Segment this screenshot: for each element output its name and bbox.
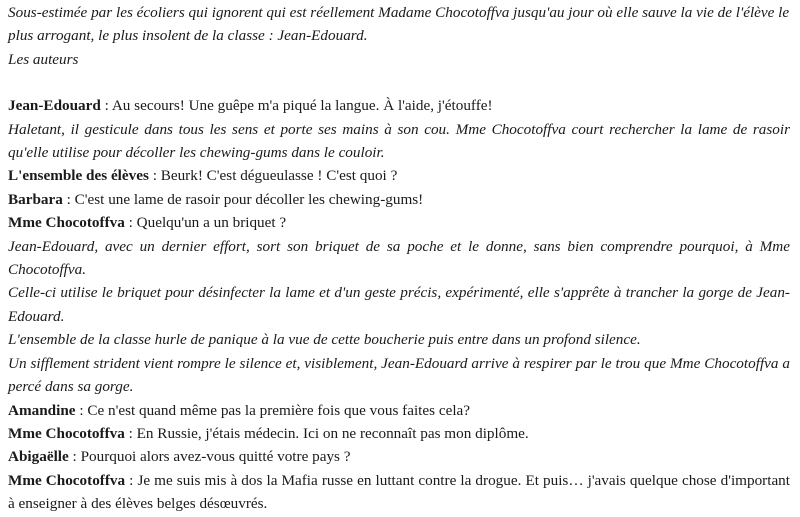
speaker-name: Mme Chocotoffva — [8, 424, 125, 442]
dialogue-text: : Quelqu'un a un briquet ? — [124, 214, 287, 232]
dialogue-line — [8, 445, 790, 468]
dialogue-text: : En Russie, j'étais médecin. Ici on ne reconnaît pas mon diplôme. — [124, 424, 529, 442]
dialogue-line — [8, 94, 790, 117]
speaker-name: Jean-Edouard — [8, 97, 101, 115]
dialogue-line — [8, 188, 790, 211]
stage-direction: Un sifflement strident vient rompre le silence et, visiblement, Jean-Edouard arrive à respirer par le trou que Mme Chocotoffva a percé dans sa gorge. — [8, 354, 790, 396]
speaker-name: Mme Chocotoffva — [8, 214, 125, 232]
dialogue-line — [8, 211, 790, 234]
section-spacer — [8, 71, 790, 94]
stage-direction: Jean-Edouard, avec un dernier effort, sort son briquet de sa poche et le donne, sans bien comprendre pourquoi, à Mme Chocotoffva. — [8, 237, 790, 279]
stage-direction: Celle-ci utilise le briquet pour désinfecter la lame et d'un geste précis, expérimenté, elle s'apprête à trancher la gorge de Jean-Edouard. — [8, 284, 790, 325]
dialogue-text: : C'est une lame de rasoir pour décoller les chewing-gums! — [62, 190, 424, 208]
dialogue-line — [8, 164, 790, 187]
stage-direction: Haletant, il gesticule dans tous les sens et porte ses mains à son cou. Mme Chocotoffva court rechercher la lame de rasoir qu'elle utilise pour décoller les chewing-gums dans le couloir. — [8, 120, 790, 162]
dialogue-line — [8, 422, 790, 445]
speaker-name: Abigaëlle — [8, 448, 69, 466]
dialogue-text: : Beurk! C'est dégueulasse ! C'est quoi ? — [148, 167, 398, 185]
dialogue-text: : Pourquoi alors avez-vous quitté votre pays ? — [68, 448, 351, 466]
speaker-name: Amandine — [8, 401, 76, 419]
speaker-name: Mme Chocotoffva — [8, 471, 126, 489]
dialogue-text: : Ce n'est quand même pas la première fois que vous faites cela? — [75, 401, 471, 419]
speaker-name: Barbara — [8, 190, 63, 208]
speaker-name: L'ensemble des élèves — [8, 167, 149, 185]
dialogue-text: : Je me suis mis à dos la Mafia russe en luttant contre la drogue. Et puis… j'avais quelque chose d'important à enseigner à des élèves belges désœuvrés. — [8, 471, 790, 513]
dialogue-line — [8, 399, 790, 422]
dialogue-text: : Au secours! Une guêpe m'a piqué la langue. À l'aide, j'étouffe! — [100, 97, 493, 115]
intro-signature: Les auteurs — [8, 50, 79, 68]
stage-direction: L'ensemble de la classe hurle de panique à la vue de cette boucherie puis entre dans un profond silence. — [8, 331, 641, 349]
dialogue-line — [8, 469, 790, 516]
intro-paragraph: Sous-estimée par les écoliers qui ignorent qui est réellement Madame Chocotoffva jusqu'au jour où elle sauve la vie de l'élève le plus arrogant, le plus insolent de la classe : Jean-Edouard. — [8, 4, 790, 45]
